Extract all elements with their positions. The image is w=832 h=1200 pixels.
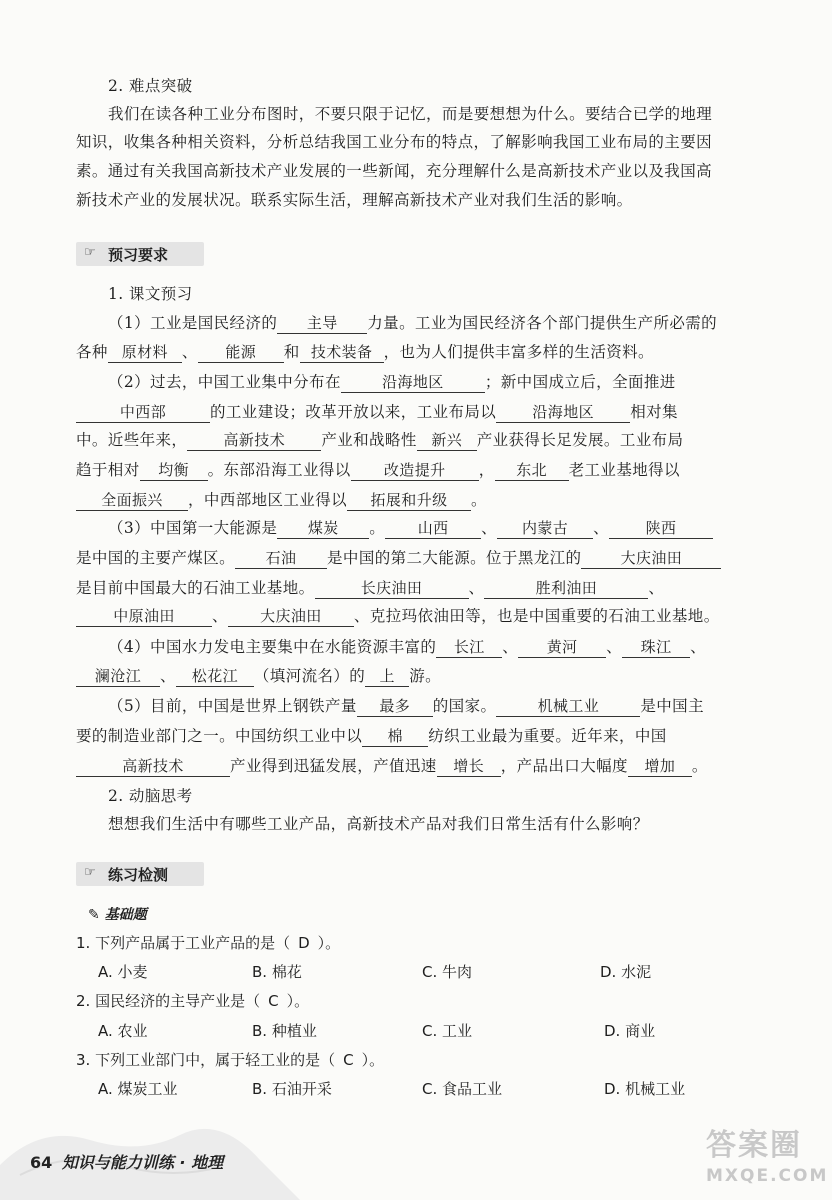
option: C. 牛肉 (422, 963, 473, 981)
question-line: （2）过去，中国工业集中分布在 沿海地区 ；新中国成立后，全面推进 (108, 373, 676, 391)
answer-blank: 全面振兴 (76, 490, 188, 511)
answer-blank: 珠江 (622, 637, 690, 658)
banner-title: 练习检测 (108, 866, 169, 884)
paragraph-line: 新技术产业的发展状况。联系实际生活，理解高新技术产业对我们生活的影响。 (76, 191, 633, 209)
answer-blank: 中西部 (76, 402, 210, 423)
page-number: 64 (30, 1153, 53, 1172)
answer-blank: 沿海地区 (496, 402, 630, 423)
basic-label: ✎ 基础题 (88, 907, 147, 923)
option: D. 机械工业 (604, 1080, 686, 1098)
answer-blank: 长江 (436, 637, 502, 658)
answer-blank: 均衡 (140, 460, 208, 481)
question-line: （1）工业是国民经济的 主导 力量。工业为国民经济各个部门提供生产所必需的 (108, 314, 718, 332)
mc-question: 1. 下列产品属于工业产品的是（ D ）。 (76, 934, 341, 952)
pointing-hand-icon: ☞ (84, 865, 96, 880)
option: A. 煤炭工业 (98, 1080, 178, 1098)
mc-question: 3. 下列工业部门中，属于轻工业的是（ C ）。 (76, 1051, 385, 1069)
practice-banner (76, 862, 204, 886)
option: C. 工业 (422, 1022, 473, 1040)
question-line: 全面振兴 ，中西部地区工业得以 拓展和升级 。 (76, 490, 487, 511)
answer-blank: 长庆油田 (315, 578, 469, 599)
answer-blank: 增长 (437, 756, 501, 777)
question-line: 中原油田 、 大庆油田 、克拉玛依油田等，也是中国重要的石油工业基地。 (76, 606, 720, 627)
answer-blank: 能源 (198, 342, 284, 363)
option: B. 石油开采 (252, 1080, 332, 1098)
subsection-heading: 1. 课文预习 (108, 285, 193, 303)
answer-blank: 澜沧江 (76, 666, 160, 687)
pencil-icon: ✎ (88, 907, 100, 923)
question-line: （4）中国水力发电主要集中在水能资源丰富的 长江 、 黄河 、 珠江 、 (108, 638, 706, 656)
question-line: 是中国的主要产煤区。 石油 是中国的第二大能源。位于黑龙江的 大庆油田 (76, 548, 721, 569)
answer-letter: D (298, 934, 310, 952)
answer-blank: 大庆油田 (228, 606, 354, 627)
banner-title: 预习要求 (108, 246, 169, 264)
option: B. 种植业 (252, 1022, 317, 1040)
answer-blank: 大庆油田 (581, 548, 721, 569)
book-title: 知识与能力训练 · 地理 (61, 1153, 224, 1172)
question-line: 要的制造业部门之一。中国纺织工业中以 棉 纺织工业最为重要。近年来，中国 (76, 727, 667, 745)
answer-blank: 内蒙古 (497, 518, 593, 539)
question-line: 澜沧江 、 松花江 （填河流名）的 上 游。 (76, 666, 441, 687)
watermark-logo: 答案圈 MXQE.COM (706, 1128, 829, 1186)
subsection-heading: 2. 动脑思考 (108, 787, 193, 805)
option: A. 农业 (98, 1022, 148, 1040)
question-line: （5）目前，中国是世界上钢铁产量 最多 的国家。 机械工业 是中国主 (108, 697, 704, 715)
answer-blank: 原材料 (108, 342, 182, 363)
question-line: 是目前中国最大的石油工业基地。 长庆油田 、 胜利油田 、 (76, 579, 665, 597)
answer-blank: 主导 (277, 313, 367, 334)
question-line: （3）中国第一大能源是 煤炭 。 山西 、 内蒙古 、 陕西 (108, 518, 713, 539)
answer-blank: 陕西 (609, 518, 713, 539)
option: A. 小麦 (98, 963, 148, 981)
paragraph-line: 我们在读各种工业分布图时，不要只限于记忆，而是要想想为什么。要结合已学的地理 (108, 105, 713, 123)
answer-blank: 高新技术 (187, 430, 321, 451)
section-heading: 2. 难点突破 (108, 77, 193, 95)
answer-blank: 技术装备 (300, 342, 384, 363)
paragraph-line: 知识，收集各种相关资料，分析总结我国工业分布的特点，了解影响我国工业布局的主要因 (76, 133, 713, 151)
answer-blank: 机械工业 (496, 696, 640, 717)
option: B. 棉花 (252, 963, 302, 981)
mc-question: 2. 国民经济的主导产业是（ C ）。 (76, 992, 310, 1010)
option: C. 食品工业 (422, 1080, 503, 1098)
answer-blank: 上 (365, 666, 409, 687)
question-line: 中西部 的工业建设；改革开放以来，工业布局以 沿海地区 相对集 (76, 402, 678, 423)
answer-blank: 沿海地区 (341, 372, 485, 393)
pointing-hand-icon: ☞ (84, 245, 96, 260)
question-line: 中。近些年来， 高新技术 产业和战略性 新兴 产业获得长足发展。工业布局 (76, 431, 684, 449)
question-line: 各种 原材料 、 能源 和 技术装备 ，也为人们提供丰富多样的生活资料。 (76, 343, 654, 361)
answer-blank: 松花江 (176, 666, 254, 687)
answer-blank: 山西 (385, 518, 481, 539)
answer-blank: 增加 (628, 756, 692, 777)
answer-blank: 拓展和升级 (347, 490, 471, 511)
answer-blank: 黄河 (518, 637, 606, 658)
answer-letter: C (268, 992, 279, 1010)
answer-blank: 最多 (357, 696, 433, 717)
answer-blank: 新兴 (417, 430, 477, 451)
question-line: 趋于相对 均衡 。东部沿海工业得以 改造提升 ， 东北 老工业基地得以 (76, 461, 680, 479)
question-line: 高新技术 产业得到迅猛发展，产值迅速 增长 ，产品出口大幅度 增加 。 (76, 756, 708, 777)
answer-blank: 石油 (235, 548, 327, 569)
answer-letter: C (343, 1051, 354, 1069)
think-question: 想想我们生活中有哪些工业产品，高新技术产品对我们日常生活有什么影响？ (108, 815, 649, 833)
answer-blank: 煤炭 (277, 518, 369, 539)
preview-banner (76, 242, 204, 266)
option: D. 商业 (604, 1022, 656, 1040)
page-footer (30, 1150, 223, 1173)
answer-blank: 中原油田 (76, 606, 212, 627)
paragraph-line: 素。通过有关我国高新技术产业发展的一些新闻，充分理解什么是高新技术产业以及我国高 (76, 162, 713, 180)
answer-blank: 高新技术 (76, 756, 230, 777)
answer-blank: 棉 (362, 726, 428, 747)
option: D. 水泥 (600, 963, 652, 981)
answer-blank: 改造提升 (351, 460, 479, 481)
answer-blank: 胜利油田 (484, 578, 648, 599)
answer-blank: 东北 (495, 460, 569, 481)
